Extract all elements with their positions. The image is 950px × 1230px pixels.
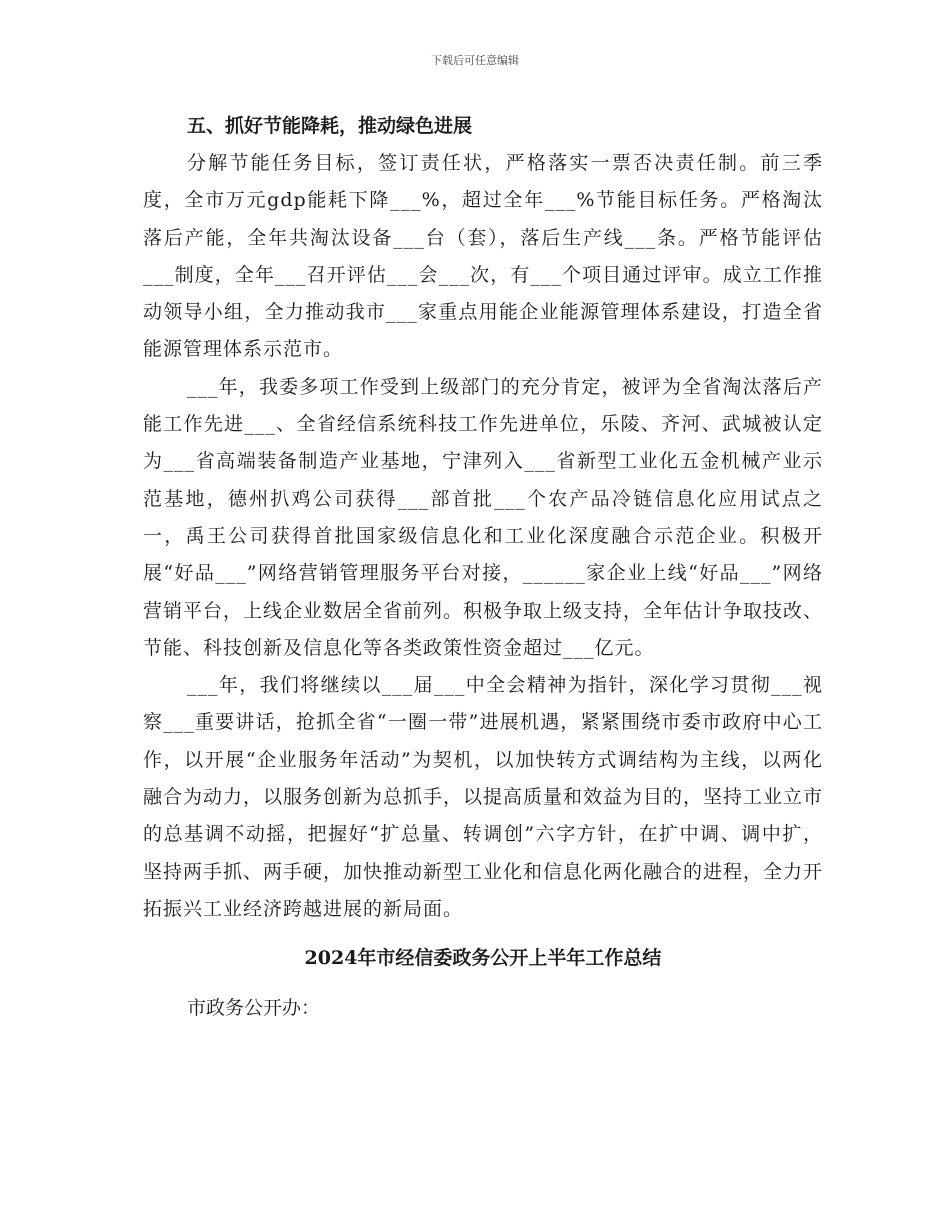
section-heading: 五、抓好节能降耗，推动绿色进展 [187, 115, 473, 137]
salutation: 市政务公开办： [187, 997, 321, 1020]
document-title: 2024年市经信委政务公开上半年工作总结 [304, 947, 662, 970]
paragraph-energy-saving: 分解节能任务目标，签订责任状，严格落实一票否决责任制。前三季度，全市万元gdp能耗下降___%，超过全年___%节能目标任务。严格淘汰落后产能，全年共淘汰设备___台（套），落后生产线___条。严格节能评估___制度，全年___召开评估___会___次，有___个项目通过评审。成立工作推动领导小组，全力推动我市___家重点用能企业能源管理体系建设，打造全省能源管理体系示范市。 [143, 152, 823, 361]
document-body [143, 108, 823, 1027]
page-header: 下载后可任意编辑 [431, 54, 519, 67]
paragraph-achievements: ___年，我委多项工作受到上级部门的充分肯定，被评为全省淘汰落后产能工作先进___、全省经信系统科技工作先进单位，乐陵、齐河、武城被认定为___省高端装备制造产业基地，宁津列入___省新型工业化五金机械产业示范基地，德州扒鸡公司获得___部首批___个农产品冷链信息化应用试点之一，禹王公司获得首批国家级信息化和工业化深度融合示范企业。积极开展“好品___”网络营销管理服务平台对接，______家企业上线“好品___”网络营销平台，上线企业数居全省前列。积极争取上级支持，全年估计争取技改、节能、科技创新及信息化等各类政策性资金超过___亿元。 [143, 375, 824, 659]
paragraph-next-year-plan: ___年，我们将继续以___届___中全会精神为指针，深化学习贯彻___视察___重要讲话，抢抓全省“一圈一带”进展机遇，紧紧围绕市委市政府中心工作，以开展“企业服务年活动”为契机，以加快转方式调结构为主线，以两化融合为动力，以服务创新为总抓手，以提高质量和效益为目的，坚持工业立市的总基调不动摇，把握好“扩总量、转调创”六字方针，在扩中调、调中扩，坚持两手抓、两手硬，加快推动新型工业化和信息化两化融合的进程，全力开拓振兴工业经济跨越进展的新局面。 [143, 674, 824, 920]
